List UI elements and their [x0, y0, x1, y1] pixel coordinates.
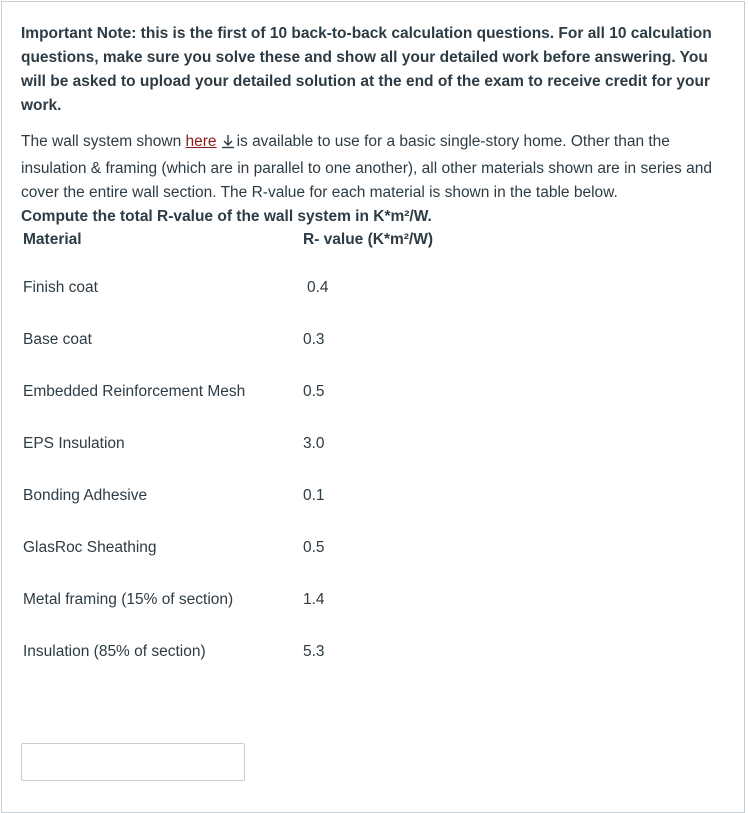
r-value-table [21, 218, 505, 678]
material-cell: Base coat [23, 331, 92, 348]
material-cell: EPS Insulation [23, 435, 125, 452]
question-instruction: Compute the total R-value of the wall system in K*m²/W. [21, 208, 432, 225]
table-row [21, 574, 505, 626]
table-row [21, 262, 505, 314]
question-post-link: is available to use for a basic single-story home. Other than the insulation & framing (which are in parallel to one another), all other materials shown are in series and cover the entire wall section. The R-value for each material is shown in the table below. [21, 133, 712, 201]
material-cell: Finish coat [23, 279, 98, 296]
table-header-row [21, 218, 505, 262]
table-row [21, 366, 505, 418]
material-cell: Bonding Adhesive [23, 487, 148, 504]
r-value-cell: 3.0 [303, 435, 325, 452]
material-cell: Insulation (85% of section) [23, 643, 206, 660]
r-value-cell: 0.5 [303, 383, 325, 400]
material-cell: GlasRoc Sheathing [23, 539, 157, 556]
table-row [21, 522, 505, 574]
table-row [21, 418, 505, 470]
r-value-cell: 0.5 [303, 539, 325, 556]
table-row [21, 314, 505, 366]
table-row [21, 626, 505, 678]
download-icon[interactable] [221, 133, 235, 157]
r-value-cell: 0.4 [307, 279, 329, 296]
question-text [21, 130, 721, 229]
material-cell: Metal framing (15% of section) [23, 591, 234, 608]
answer-input[interactable] [21, 743, 245, 781]
r-value-cell: 5.3 [303, 643, 325, 660]
r-value-cell: 0.1 [303, 487, 325, 504]
r-value-cell: 0.3 [303, 331, 325, 348]
important-note: Important Note: this is the first of 10 back-to-back calculation questions. For all 10 calculation questions, make sure you solve these and show all your detailed work before answering. You will be asked to upload your detailed solution at the end of the exam to receive credit for your work. [21, 25, 712, 114]
header-r-value: R- value (K*m²/W) [303, 231, 434, 248]
question-content [21, 22, 721, 229]
r-value-cell: 1.4 [303, 591, 325, 608]
wall-system-link[interactable]: here [185, 133, 217, 150]
table-row [21, 470, 505, 522]
material-cell: Embedded Reinforcement Mesh [23, 383, 246, 400]
header-material: Material [23, 231, 82, 248]
question-pre-link: The wall system shown [21, 133, 186, 150]
